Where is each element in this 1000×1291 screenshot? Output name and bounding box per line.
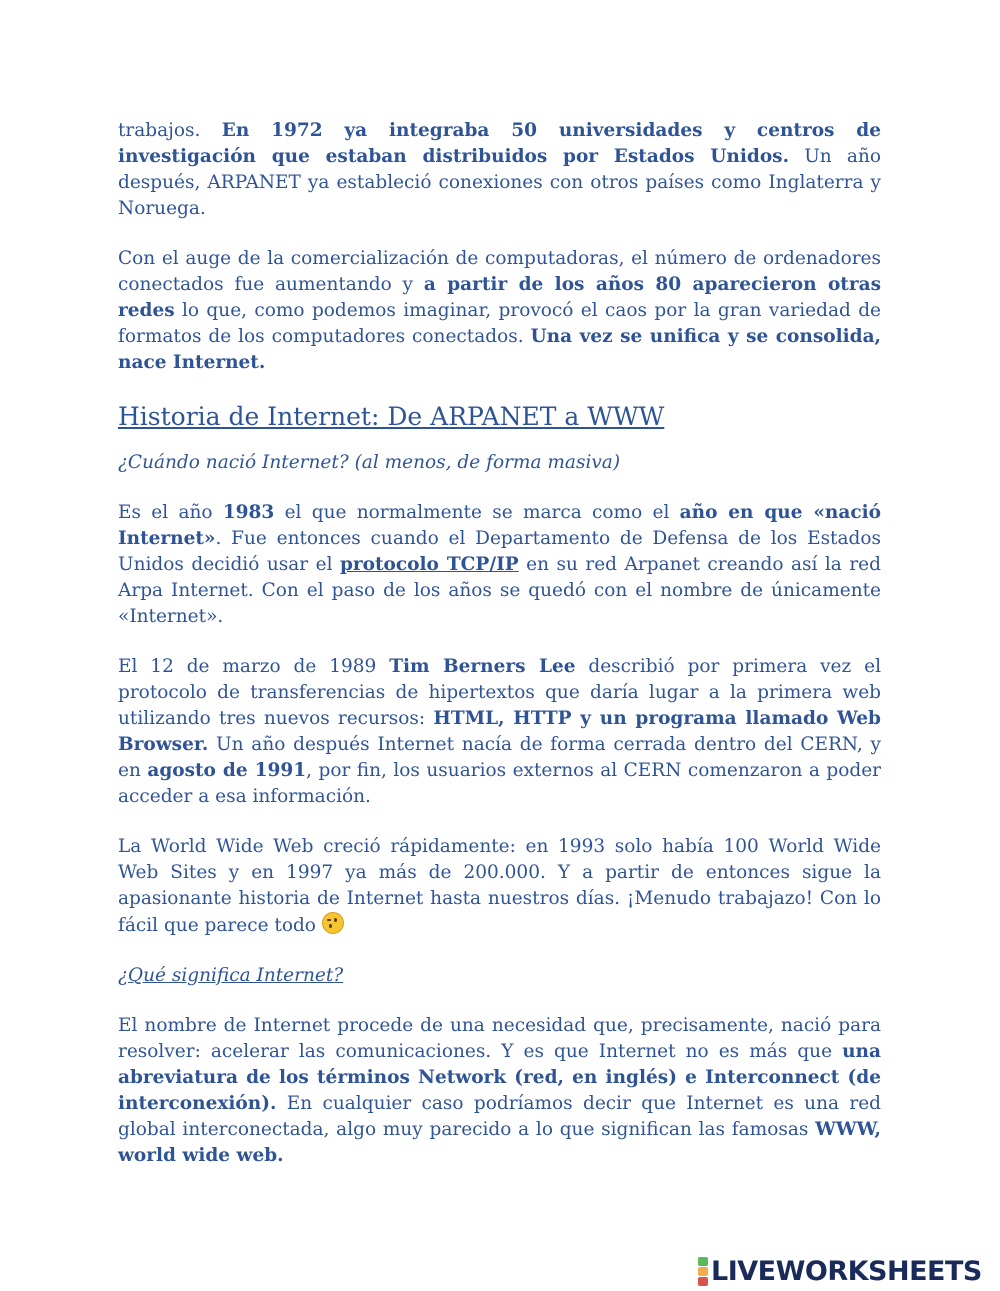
text-run: trabajos. [118, 120, 222, 141]
bold-run: En 1972 ya integraba 50 universidades y centros de investigación que estaban distribuidos por Estados Unidos. [118, 120, 882, 167]
bold-run: agosto de 1991 [147, 760, 307, 781]
section-heading: Historia de Internet: De ARPANET a WWW [118, 402, 665, 431]
subheading-when-born: ¿Cuándo nació Internet? (al menos, de forma masiva) [118, 452, 621, 473]
paragraph-www-growth [118, 834, 881, 939]
bold-run: WWW, world wide web. [118, 1119, 881, 1166]
paragraph-berners-lee [118, 654, 881, 810]
bold-run: 1983 [222, 502, 275, 523]
text-run: . Fue entonces cuando el Departamento de Defensa de los Estados Unidos decidió usar el [118, 528, 881, 575]
logo-text: LIVEWORKSHEETS [711, 1256, 982, 1287]
bold-run: Tim Berners Lee [389, 656, 576, 677]
text-run: El nombre de Internet procede de una necesidad que, precisamente, nació para resolver: acelerar las comunicaciones. Y es que Internet no es más que [118, 1015, 881, 1062]
logo-mark-icon [698, 1257, 708, 1286]
text-run: Es el año [118, 502, 223, 523]
subheading-meaning: ¿Qué significa Internet? [118, 965, 344, 986]
text-run: El 12 de marzo de 1989 [118, 656, 390, 677]
logo-mark-block [698, 1257, 708, 1266]
liveworksheets-logo [698, 1256, 982, 1287]
tcp-ip-link[interactable]: protocolo TCP/IP [339, 554, 519, 575]
text-run: En cualquier caso podríamos decir que Internet es una red global interconectada, algo muy parecido a lo que significan las famosas [118, 1093, 881, 1140]
paragraph-commercialization [118, 246, 881, 376]
logo-mark-block [698, 1277, 708, 1286]
text-run: lo que, como podemos imaginar, provocó el caos por la gran variedad de formatos de los computadores conectados. [118, 300, 881, 347]
bold-run: HTML, HTTP y un programa llamado Web Browser. [118, 708, 881, 755]
paragraph-arpanet-growth [118, 118, 881, 222]
bold-run: Una vez se unifica y se consolida, nace Internet. [118, 326, 881, 373]
bold-run: una abreviatura de los términos Network (red, en inglés) e Interconnect (de interconexión). [118, 1041, 881, 1114]
document-page [118, 118, 881, 1193]
text-run: el que normalmente se marca como el [274, 502, 680, 523]
text-run: , por fin, los usuarios externos al CERN comenzaron a poder acceder a esa información. [118, 760, 881, 807]
winking-face-icon [322, 912, 344, 934]
bold-run: año en que «nació Internet» [118, 502, 881, 549]
text-run: La World Wide Web creció rápidamente: en 1993 solo había 100 World Wide Web Sites y en 1997 ya más de 200.000. Y a partir de entonces sigue la apasionante historia de Internet hasta nuestros días. ¡Menudo trabajazo! Con lo fácil que parece todo [118, 836, 881, 936]
text-run: en su red Arpanet creando así la red Arpa Internet. Con el paso de los años se quedó con el nombre de únicamente «Internet». [118, 554, 881, 627]
paragraph-meaning [118, 1013, 881, 1169]
paragraph-1983 [118, 500, 881, 630]
text-run: Con el auge de la comercialización de computadoras, el número de ordenadores conectados fue aumentando y [118, 248, 881, 295]
logo-mark-block [698, 1267, 708, 1276]
bold-run: a partir de los años 80 aparecieron otras redes [118, 274, 882, 321]
text-run: Un año después Internet nacía de forma cerrada dentro del CERN, y en [118, 734, 881, 781]
text-run: describió por primera vez el protocolo de transferencias de hipertextos que daría lugar a la primera web utilizando tres nuevos recursos: [118, 656, 881, 729]
text-run: Un año después, ARPANET ya estableció conexiones con otros países como Inglaterra y Noruega. [118, 146, 881, 219]
